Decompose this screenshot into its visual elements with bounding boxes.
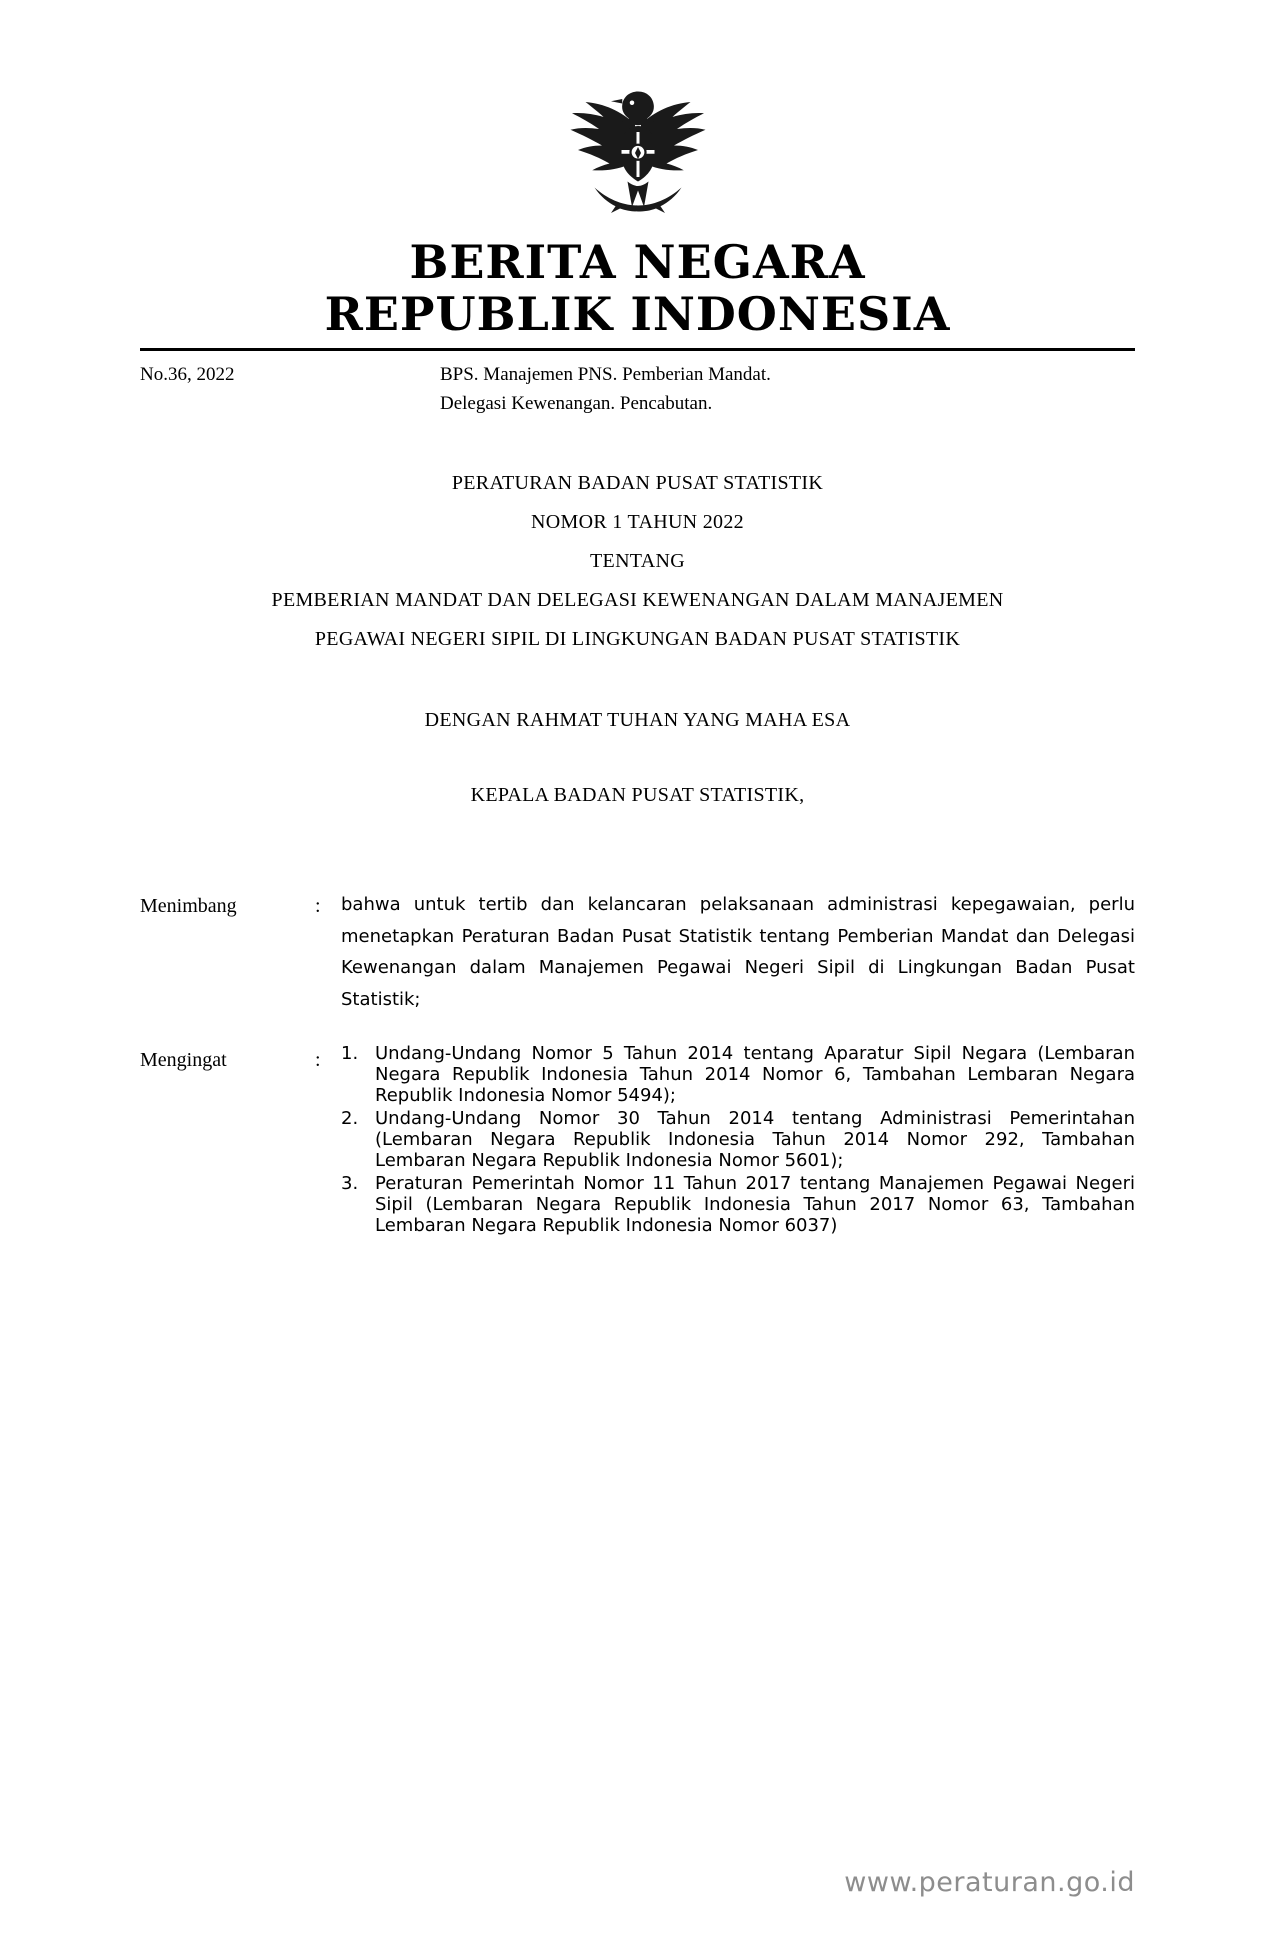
list-item-text: Undang-Undang Nomor 30 Tahun 2014 tentang Administrasi Pemerintahan (Lembaran Negara Republik Indonesia Tahun 2014 Nomor 292, Tambahan Lembaran Negara Republik Indonesia Nomor 5601); <box>375 1108 1135 1172</box>
list-item-number: 2. <box>341 1108 359 1130</box>
clauses-section <box>140 889 1135 1238</box>
clause-mengingat-colon: : <box>315 1049 321 1072</box>
clause-menimbang-text: bahwa untuk tertib dan kelancaran pelaksanaan administrasi kepegawaian, perlu menetapkan Peraturan Badan Pusat Statistik tentang Pemberian Mandat dan Delegasi Kewenangan dalam Manajemen Pegawai Negeri Sipil di Lingkungan Badan Pusat Statistik; <box>341 894 1135 1010</box>
regulation-number: NOMOR 1 TAHUN 2022 <box>531 511 744 534</box>
garuda-pancasila-emblem <box>563 78 713 228</box>
clause-menimbang-label: Menimbang <box>140 895 237 918</box>
issue-subject-line-1: BPS. Manajemen PNS. Pemberian Mandat. <box>440 364 771 386</box>
list-item-text: Undang-Undang Nomor 5 Tahun 2014 tentang Aparatur Sipil Negara (Lembaran Negara Republik Indonesia Tahun 2014 Nomor 6, Tambahan Lembaran Negara Republik Indonesia Nomor 5494); <box>375 1043 1135 1107</box>
regulation-title: PERATURAN BADAN PUSAT STATISTIK <box>451 472 824 495</box>
regulation-about-label: TENTANG <box>590 550 685 573</box>
regulation-subject-line-1: PEMBERIAN MANDAT DAN DELEGASI KEWENANGAN DALAM MANAJEMEN <box>271 589 1004 612</box>
issue-subject <box>440 361 1135 418</box>
blessing-line: DENGAN RAHMAT TUHAN YANG MAHA ESA <box>424 709 851 732</box>
regulation-subject-line-2: PEGAWAI NEGERI SIPIL DI LINGKUNGAN BADAN PUSAT STATISTIK <box>314 628 961 651</box>
clause-menimbang <box>140 889 1135 1015</box>
authority-line: KEPALA BADAN PUSAT STATISTIK, <box>470 784 805 807</box>
footer-watermark: www.peraturan.go.id <box>844 1867 1135 1898</box>
emblem-container <box>140 78 1135 233</box>
list-item-number: 1. <box>341 1043 359 1065</box>
masthead <box>140 237 1135 340</box>
title-block <box>140 464 1135 815</box>
clause-mengingat-list <box>341 1043 1135 1238</box>
issue-number: No.36, 2022 <box>140 364 235 386</box>
masthead-line-2: REPUBLIK INDONESIA <box>324 286 951 341</box>
clause-menimbang-colon: : <box>315 895 321 918</box>
list-item <box>341 1108 1135 1171</box>
clause-mengingat <box>140 1043 1135 1238</box>
header-divider <box>140 348 1135 351</box>
issue-subject-line-2: Delegasi Kewenangan. Pencabutan. <box>440 392 713 414</box>
issue-row <box>140 361 1135 418</box>
list-item <box>341 1043 1135 1106</box>
list-item <box>341 1173 1135 1236</box>
list-item-text: Peraturan Pemerintah Nomor 11 Tahun 2017 tentang Manajemen Pegawai Negeri Sipil (Lembaran Negara Republik Indonesia Tahun 2017 Nomor 63, Tambahan Lembaran Negara Republik Indonesia Nomor 6037) <box>375 1173 1135 1237</box>
list-item-number: 3. <box>341 1173 359 1195</box>
masthead-line-1: BERITA NEGARA <box>409 235 866 289</box>
clause-mengingat-label: Mengingat <box>140 1049 227 1072</box>
